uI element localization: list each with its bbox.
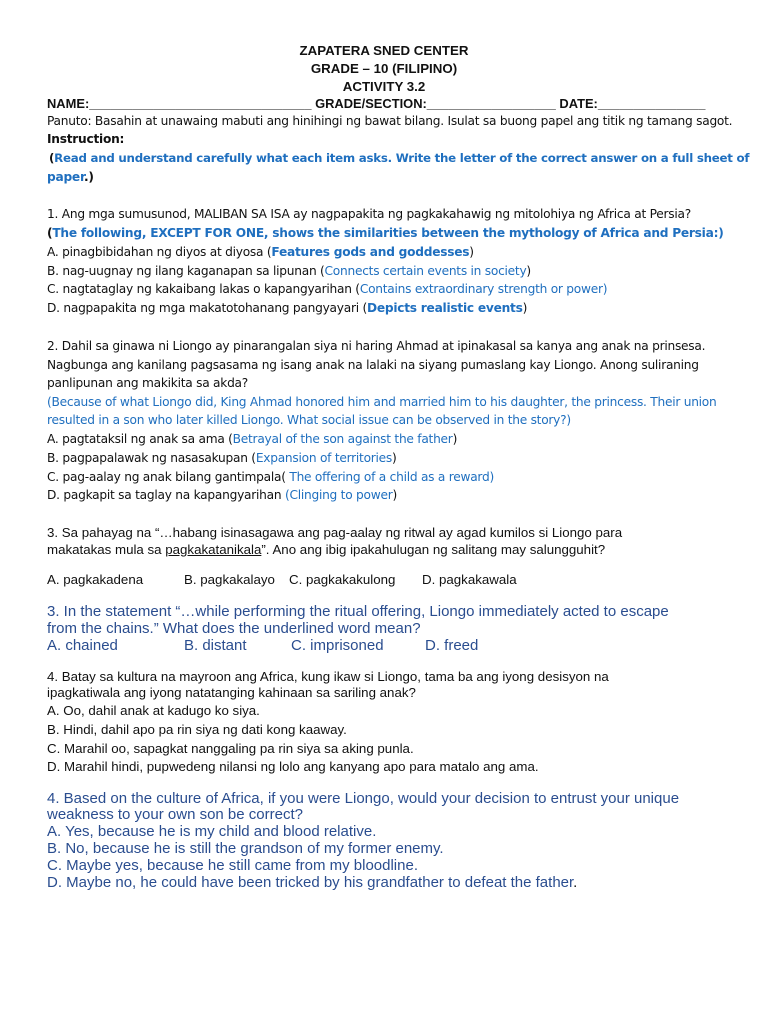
- q3-option-d: D. pagkakawala: [422, 572, 517, 587]
- q4-option-b: B. Hindi, dahil apo pa rin siya ng dati kong kaaway.: [47, 722, 347, 737]
- q3-english-option-b: B. distant: [184, 637, 247, 654]
- q3-english-2: from the chains.” What does the underlined word mean?: [47, 620, 421, 637]
- q2-english-1: (Because of what Liongo did, King Ahmad honored him and married him to his daughter, the princess. Their union: [47, 395, 717, 409]
- q3-underlined-word: pagkakatanikala: [165, 542, 262, 557]
- q1-english: (The following, EXCEPT FOR ONE, shows the similarities between the mythology of Africa and Persia:): [47, 226, 724, 240]
- q4-line-2: ipagkatiwala ang iyong natatanging kahinaan sa sariling anak?: [47, 685, 416, 700]
- school-title: ZAPATERA SNED CENTER: [299, 43, 469, 58]
- q4-english-option-a: A. Yes, because he is my child and blood relative.: [47, 823, 377, 840]
- student-info-fields: NAME:_______________________________ GRADE/SECTION:__________________ DATE:_______________: [47, 96, 706, 111]
- q4-english-1: 4. Based on the culture of Africa, if you were Liongo, would your decision to entrust your unique: [47, 790, 680, 807]
- panuto-text: Panuto: Basahin at unawaing mabuti ang hinihingi ng bawat bilang. Isulat sa buong papel ang titik ng tamang sagot.: [47, 114, 733, 128]
- instruction-english-2: paper: [47, 170, 84, 184]
- q3-english-option-c: C. imprisoned: [291, 637, 384, 654]
- q3-english-option-a: A. chained: [47, 637, 118, 654]
- q1-text: 1. Ang mga sumusunod, MALIBAN SA ISA ay nagpapakita ng pagkakahawig ng mitolohiya ng Africa at Persia?: [47, 207, 691, 221]
- q3-line-2: makatakas mula sa pagkakatanikala”. Ano ang ibig ipakahulugan ng salitang may salungguhit?: [47, 542, 606, 557]
- grade-title: GRADE – 10 (FILIPINO): [310, 61, 458, 76]
- instruction-english-1: Read and understand carefully what each item asks. Write the letter of the correct answer on a full sheet of: [54, 151, 750, 165]
- q2-option-d: D. pagkapit sa taglay na kapangyarihan (Clinging to power): [47, 488, 397, 502]
- q2-line-1: 2. Dahil sa ginawa ni Liongo ay pinarangalan siya ni haring Ahmad at ipinakasal sa kanya ang anak na prinsesa.: [47, 339, 706, 353]
- activity-title: ACTIVITY 3.2: [342, 79, 426, 94]
- q4-line-1: 4. Batay sa kultura na mayroon ang Africa, kung ikaw si Liongo, tama ba ang iyong desisyon na: [47, 669, 609, 684]
- instruction-line-1: (Read and understand carefully what each item asks. Write the letter of the correct answer on a full sheet of: [49, 151, 750, 165]
- q4-option-d: D. Marahil hindi, pupwedeng nilansi ng lolo ang kanyang apo para matalo ang ama.: [47, 759, 539, 774]
- q1-option-a: A. pinagbibidahan ng diyos at diyosa (Features gods and goddesses): [47, 245, 474, 259]
- q1-option-d: D. nagpapakita ng mga makatotohanang pangyayari (Depicts realistic events): [47, 301, 528, 315]
- q1-option-b: B. nag-uugnay ng ilang kaganapan sa lipunan (Connects certain events in society): [47, 264, 531, 278]
- q1-option-c: C. nagtataglay ng kakaibang lakas o kapangyarihan (Contains extraordinary strength or power): [47, 282, 608, 296]
- q4-option-a: A. Oo, dahil anak at kadugo ko siya.: [47, 703, 260, 718]
- q2-option-c: C. pag-aalay ng anak bilang gantimpala( The offering of a child as a reward): [47, 470, 494, 484]
- q4-english-2: weakness to your own son be correct?: [47, 806, 303, 823]
- q3-english-1: 3. In the statement “…while performing the ritual offering, Liongo immediately acted to escape: [47, 603, 669, 620]
- q4-option-c: C. Marahil oo, sapagkat nanggaling pa rin siya sa aking punla.: [47, 741, 414, 756]
- q2-line-3: panlipunan ang makikita sa akda?: [47, 376, 248, 390]
- instruction-line-2: paper.): [47, 170, 94, 184]
- q2-line-2: Nagbunga ang kanilang pagsasama ng isang anak na lalaki na siyang pumaslang kay Liongo. Anong suliraning: [47, 358, 699, 372]
- q2-english-2: resulted in a son who later killed Liongo. What social issue can be observed in the story?): [47, 413, 571, 427]
- q4-english-option-c: C. Maybe yes, because he still came from my bloodline.: [47, 857, 418, 874]
- q4-english-option-d: D. Maybe no, he could have been tricked by his grandfather to defeat the father.: [47, 874, 578, 891]
- q2-option-b: B. pagpapalawak ng nasasakupan (Expansion of territories): [47, 451, 397, 465]
- instruction-label: Instruction:: [47, 132, 125, 146]
- q3-option-a: A. pagkakadena: [47, 572, 144, 587]
- q3-line-1: 3. Sa pahayag na “…habang isinasagawa ang pag-aalay ng ritwal ay agad kumilos si Liongo para: [47, 525, 623, 540]
- q3-option-c: C. pagkakakulong: [289, 572, 396, 587]
- q2-option-a: A. pagtataksil ng anak sa ama (Betrayal of the son against the father): [47, 432, 458, 446]
- q3-english-option-d: D. freed: [425, 637, 479, 654]
- q4-english-option-b: B. No, because he is still the grandson of my former enemy.: [47, 840, 444, 857]
- q3-option-b: B. pagkakalayo: [184, 572, 275, 587]
